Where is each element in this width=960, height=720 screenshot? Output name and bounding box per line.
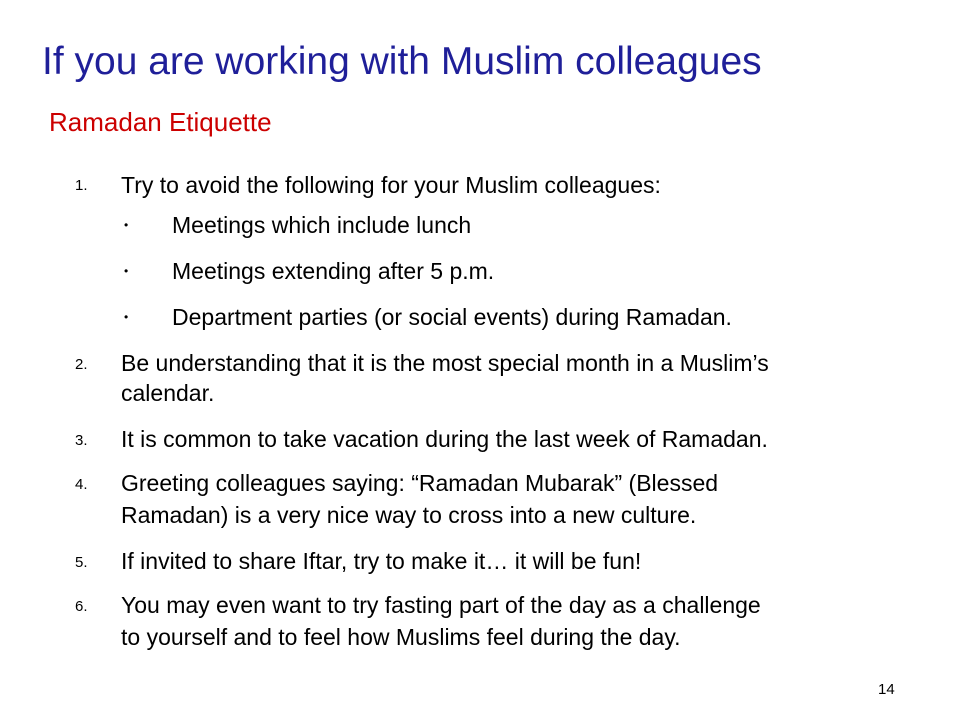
item-number: 6. — [75, 598, 88, 615]
list-item-text: to yourself and to feel how Muslims feel during the day. — [121, 624, 681, 650]
list-item-text: Greeting colleagues saying: “Ramadan Mubarak” (Blessed — [121, 470, 719, 496]
slide-title: If you are working with Muslim colleagues — [42, 40, 762, 83]
list-item-text: Try to avoid the following for your Muslim colleagues: — [121, 172, 661, 198]
item-number: 1. — [75, 177, 88, 194]
list-item-text: Be understanding that it is the most special month in a Muslim’s — [121, 350, 769, 376]
list-item-text: You may even want to try fasting part of the day as a challenge — [121, 592, 761, 618]
sub-list-item: Department parties (or social events) during Ramadan. — [172, 304, 732, 330]
list-item-text: calendar. — [121, 380, 215, 406]
item-number: 3. — [75, 432, 88, 449]
page-number: 14 — [878, 681, 895, 698]
sub-list-item: Meetings extending after 5 p.m. — [172, 258, 495, 284]
item-number: 2. — [75, 356, 88, 373]
bullet-dot: • — [124, 310, 129, 324]
bullet-dot: • — [124, 218, 129, 232]
list-item-text: It is common to take vacation during the last week of Ramadan. — [121, 426, 768, 452]
item-number: 4. — [75, 476, 88, 493]
list-item-text: If invited to share Iftar, try to make it… it will be fun! — [121, 548, 642, 574]
list-item-text: Ramadan) is a very nice way to cross into a new culture. — [121, 502, 697, 528]
sub-list-item: Meetings which include lunch — [172, 212, 472, 238]
item-number: 5. — [75, 554, 88, 571]
bullet-dot: • — [124, 264, 129, 278]
slide-subtitle: Ramadan Etiquette — [49, 107, 272, 137]
